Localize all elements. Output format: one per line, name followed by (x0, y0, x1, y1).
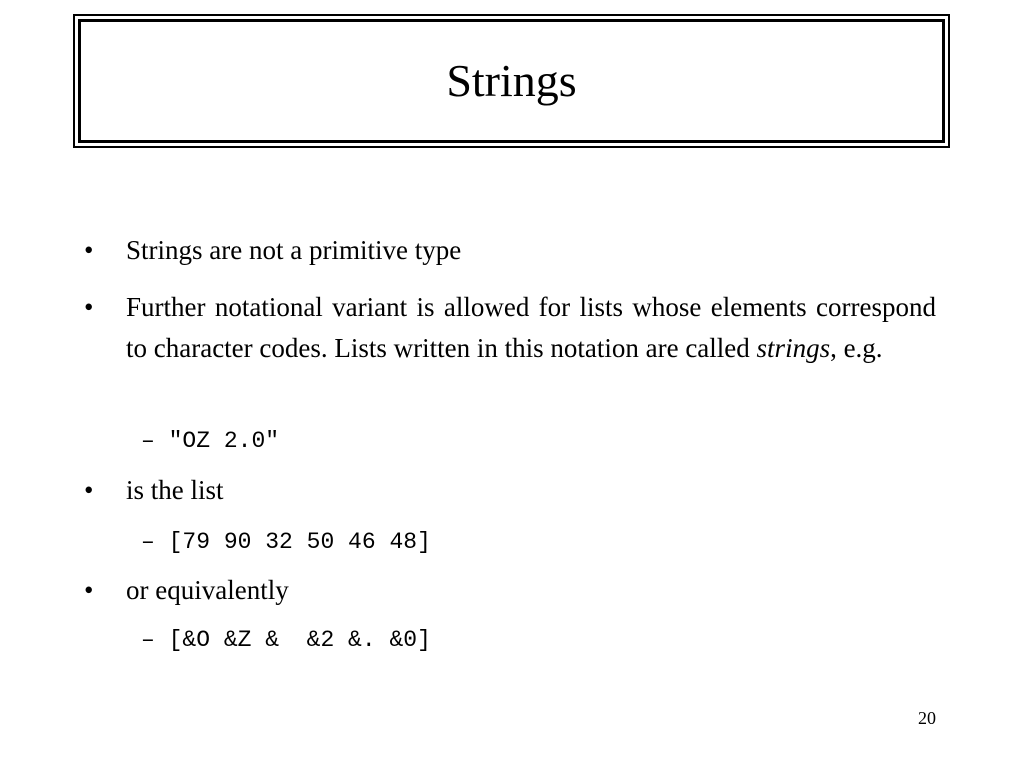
bullet-marker: • (84, 475, 94, 505)
bullet-text-part: , e.g. (830, 333, 883, 363)
sub-item (141, 625, 431, 655)
bullet-marker: • (84, 292, 94, 322)
slide-title: Strings (446, 55, 577, 106)
bullet-marker: • (84, 235, 94, 265)
sub-text: [&O &Z & &2 &. &0] (168, 627, 431, 653)
sub-marker: – (141, 529, 155, 555)
bullet-marker: • (84, 575, 94, 605)
bullet-text-emphasis: strings (756, 333, 831, 363)
bullet-item (84, 230, 936, 271)
bullet-text (126, 287, 936, 369)
sub-text: "OZ 2.0" (168, 428, 280, 454)
sub-marker: – (141, 428, 155, 454)
bullet-item (84, 287, 936, 369)
sub-item (141, 426, 279, 456)
bullet-text-part: Further notational variant is allowed for lists whose elements correspond to character codes. Lists written in this notation are called (126, 292, 936, 363)
bullet-text: or equivalently (126, 575, 289, 605)
bullet-text: Strings are not a primitive type (126, 235, 462, 265)
bullet-item (84, 470, 936, 511)
bullet-text: is the list (126, 475, 224, 505)
sub-item (141, 527, 431, 557)
page-number: 20 (918, 708, 936, 728)
bullet-item (84, 570, 936, 611)
sub-marker: – (141, 627, 155, 653)
sub-text: [79 90 32 50 46 48] (168, 529, 431, 555)
